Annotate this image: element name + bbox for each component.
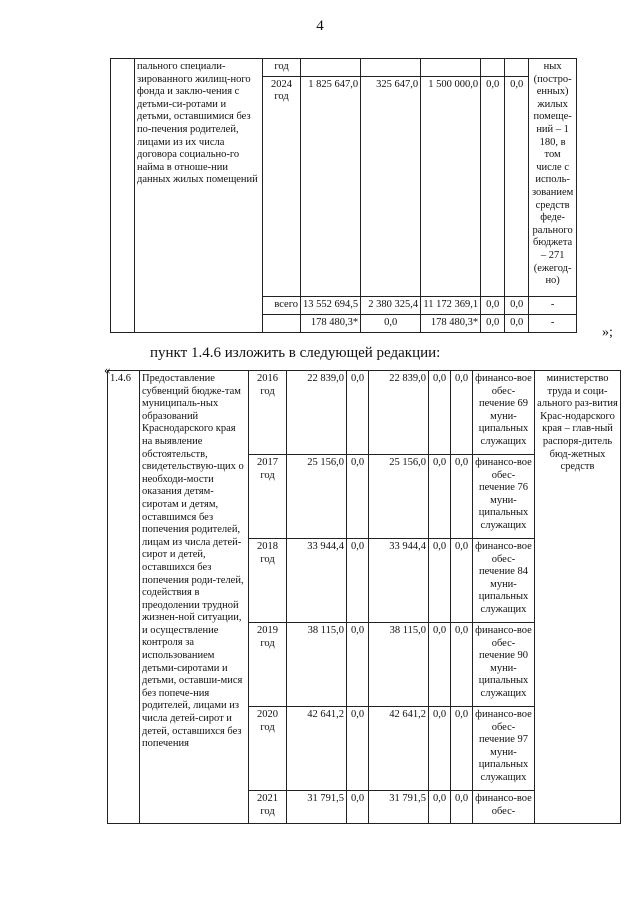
amount-cell: 0,0 [429, 791, 451, 824]
year-cell: 2016 год [249, 371, 287, 455]
amount-cell: 0,0 [451, 707, 473, 791]
instruction-text: пункт 1.4.6 изложить в следующей редакции: [150, 345, 441, 361]
number-cell [111, 59, 135, 333]
year-cell: 2019 год [249, 623, 287, 707]
amount-cell: 0,0 [505, 296, 529, 314]
total-amount: 38 115,0 [287, 623, 347, 707]
result-dash: - [529, 296, 577, 314]
amount-cell: 0,0 [429, 539, 451, 623]
year-cell: год [263, 59, 301, 77]
total-amount: 42 641,2 [287, 707, 347, 791]
amount-cell: 0,0 [451, 539, 473, 623]
amount-cell: 0,0 [481, 314, 505, 332]
year-cell: 2018 год [249, 539, 287, 623]
result-cell: финансо-вое обес-печение 69 муни-ципальных служащих [473, 371, 535, 455]
amount-cell: 25 156,0 [369, 455, 429, 539]
amount-cell: 42 641,2 [369, 707, 429, 791]
year-cell: 2024 год [263, 76, 301, 296]
amount-cell: 0,0 [347, 707, 369, 791]
amount-cell: 31 791,5 [369, 791, 429, 824]
total-label: всего [263, 296, 301, 314]
open-quote: « [104, 362, 111, 377]
amount-cell: 1 500 000,0 [421, 76, 481, 296]
amount-cell: 0,0 [429, 455, 451, 539]
amount-cell: 0,0 [451, 623, 473, 707]
amount-cell: 0,0 [505, 76, 529, 296]
program-table-continued [110, 58, 577, 333]
closing-mark: »; [602, 325, 613, 340]
amount-cell: 0,0 [451, 371, 473, 455]
result-dash: - [529, 314, 577, 332]
total-amount: 33 944,4 [287, 539, 347, 623]
amount-cell: 0,0 [451, 791, 473, 824]
result-cell: финансо-вое обес- [473, 791, 535, 824]
total-amount: 1 825 647,0 [301, 76, 361, 296]
total-amount: 31 791,5 [287, 791, 347, 824]
measure-1-4-6-table [107, 370, 621, 824]
amount-cell: 325 647,0 [361, 76, 421, 296]
total-amount: 25 156,0 [287, 455, 347, 539]
measure-description: Предоставление субвенций бюдже-там муниципаль-ных образований Краснодарского края на выявление обстоятельств, свидетельствую-щих о необходи-мости оказания детям-сиротам и детям, оставшимся без попечения родителей, лицам из числа детей-сирот и детей, оставшихся без попечения роди-телей, содействия в преодолении трудной жизнен-ной ситуации, и осуществление контроля за использованием детьми-сиротами и детьми, оставши-мися без попече-ния родителей, лицами из числа детей-сирот и детей, оставшихся без попечения [140, 371, 249, 824]
amount-cell: 178 480,3* [421, 314, 481, 332]
amount-cell: 0,0 [347, 455, 369, 539]
amount-cell: 38 115,0 [369, 623, 429, 707]
amount-cell: 11 172 369,1 [421, 296, 481, 314]
result-cell: финансо-вое обес-печение 97 муни-ципальных служащих [473, 707, 535, 791]
amount-cell: 0,0 [429, 707, 451, 791]
amount-cell: 0,0 [361, 314, 421, 332]
amount-cell: 0,0 [347, 371, 369, 455]
measure-number: 1.4.6 [108, 371, 140, 824]
amount-cell: 2 380 325,4 [361, 296, 421, 314]
measure-description: пального специали-зированного жилищ-ного фонда и заклю-чения с детьми-си-ротами и детьми, оставшимися без по-печения родителей, лицами из их числа договора социально-го найма в отноше-нии данных жилых помещений [135, 59, 263, 333]
amount-cell: 22 839,0 [369, 371, 429, 455]
amount-cell: 0,0 [347, 791, 369, 824]
page-number: 4 [316, 18, 324, 34]
year-cell: 2017 год [249, 455, 287, 539]
result-cell: финансо-вое обес-печение 90 муни-ципальных служащих [473, 623, 535, 707]
amount-cell: 33 944,4 [369, 539, 429, 623]
amount-cell: 0,0 [451, 455, 473, 539]
year-cell: 2020 год [249, 707, 287, 791]
result-cell: ных (постро-енных) жилых помеще-ний – 1 180, в том числе с исполь-зованием средств феде-рального бюджета – 271 (ежегод-но) [529, 59, 577, 297]
result-cell: финансо-вое обес-печение 84 муни-ципальных служащих [473, 539, 535, 623]
amount-cell: 0,0 [429, 371, 451, 455]
amount-cell: 0,0 [429, 623, 451, 707]
amount-cell: 0,0 [347, 539, 369, 623]
executor-cell: министерство труда и соци-ального раз-вития Крас-нодарского края – глав-ный распоря-дитель бюд-жетных средств [535, 371, 621, 824]
total-amount: 22 839,0 [287, 371, 347, 455]
year-cell: 2021 год [249, 791, 287, 824]
amount-cell: 0,0 [347, 623, 369, 707]
result-cell: финансо-вое обес-печение 76 муни-ципальных служащих [473, 455, 535, 539]
amount-cell: 0,0 [481, 76, 505, 296]
amount-cell: 0,0 [505, 314, 529, 332]
amount-cell: 0,0 [481, 296, 505, 314]
total-amount: 178 480,3* [301, 314, 361, 332]
total-amount: 13 552 694,5 [301, 296, 361, 314]
